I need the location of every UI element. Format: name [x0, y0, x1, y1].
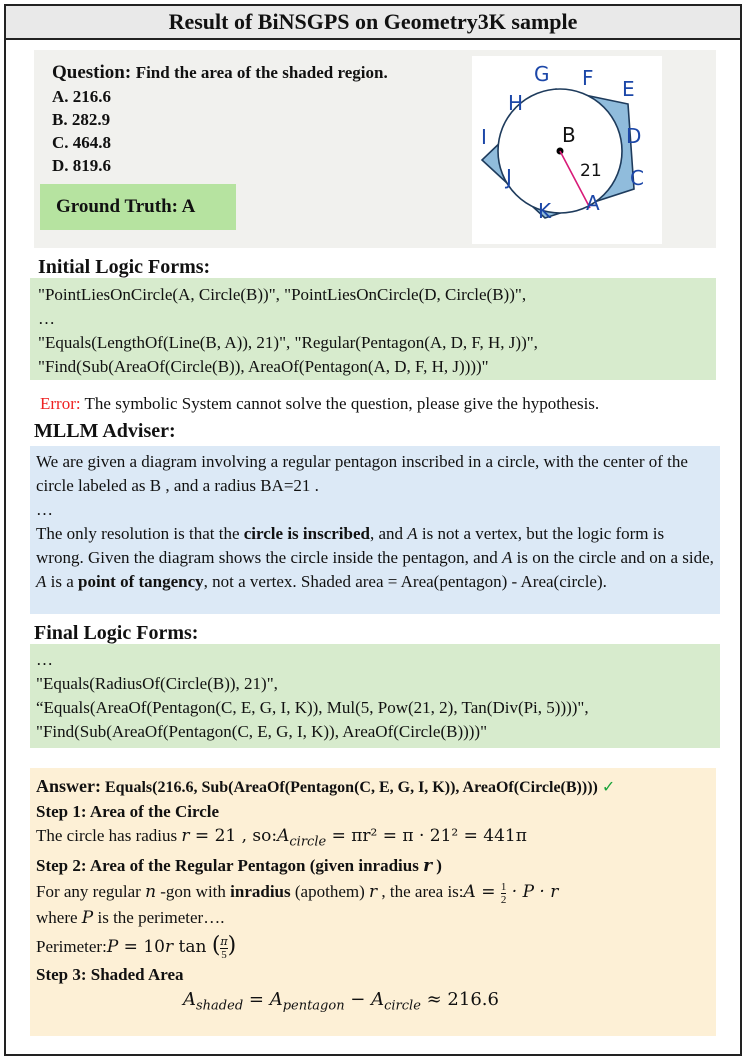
- paren-open: (: [211, 933, 221, 959]
- fraction-denominator: 2: [500, 893, 507, 906]
- label-b: B: [562, 123, 576, 147]
- adviser-heading: MLLM Adviser:: [34, 420, 176, 442]
- step-1-body: [36, 824, 716, 854]
- math-subscript: shaded: [196, 998, 244, 1014]
- logic-line: …: [36, 650, 53, 669]
- logic-line: "PointLiesOnCircle(A, Circle(B))", "PointLiesOnCircle(D, Circle(B))",: [38, 285, 527, 304]
- logic-line: …: [38, 309, 55, 328]
- math-var-a: A: [277, 826, 290, 846]
- math-var-a: A: [371, 989, 385, 1011]
- label-h: H: [508, 91, 524, 115]
- label-g: G: [534, 62, 550, 86]
- label-k: K: [538, 199, 552, 223]
- math-var-a: A: [407, 524, 418, 543]
- label-d: D: [626, 124, 642, 148]
- adviser-text: , and: [369, 524, 408, 543]
- final-logic-box: [30, 644, 720, 748]
- math-expr: · P · r: [506, 882, 559, 903]
- adviser-emphasis: circle is inscribed: [243, 524, 370, 543]
- option-list: [52, 85, 388, 177]
- logic-line: "Equals(RadiusOf(Circle(B)), 21)",: [36, 674, 278, 693]
- math-var-r: r: [181, 826, 190, 846]
- math-expr: ≈ 216.6: [420, 989, 499, 1011]
- answer-box: [30, 768, 716, 1036]
- step-text: where: [36, 908, 82, 928]
- label-j: J: [506, 165, 512, 189]
- adviser-emphasis: point of tangency: [78, 572, 204, 591]
- fraction: [220, 936, 227, 961]
- option-c: C. 464.8: [52, 133, 112, 152]
- step-title-text: Step 2: Area of the Regular Pentagon (given inradius: [36, 856, 424, 876]
- logic-line: "Equals(LengthOf(Line(B, A)), 21)", "Regular(Pentagon(A, D, F, H, J))",: [38, 333, 538, 352]
- step-text: Perimeter:: [36, 937, 107, 957]
- step-3-formula: [36, 987, 716, 1019]
- adviser-text: The only resolution is that the: [36, 524, 244, 543]
- adviser-text: , not a vertex. Shaded area = Area(pentagon) - Area(circle).: [203, 572, 607, 591]
- option-a: A. 216.6: [52, 87, 112, 106]
- adviser-box: [30, 446, 720, 614]
- geometry-diagram: [472, 56, 662, 244]
- step-title-text: ): [432, 856, 442, 876]
- question-text: Find the area of the shaded region.: [135, 63, 388, 82]
- math-expr: =: [475, 882, 501, 903]
- adviser-ellipsis: …: [36, 500, 53, 519]
- ground-truth-badge: Ground Truth: A: [40, 184, 236, 230]
- math-var-r: r: [369, 882, 378, 903]
- math-var-r: r: [423, 856, 433, 877]
- option-b: B. 282.9: [52, 110, 111, 129]
- adviser-paragraph-2: [36, 522, 714, 594]
- label-a: A: [586, 191, 600, 215]
- logic-line: "Find(Sub(AreaOf(Circle(B)), AreaOf(Pentagon(A, D, F, H, J))))": [38, 357, 489, 376]
- math-expr: −: [344, 989, 372, 1011]
- math-var-r: r: [164, 937, 174, 958]
- check-icon: ✓: [601, 777, 616, 796]
- step-text: -gon with: [156, 882, 231, 902]
- math-expr: = πr² = π · 21² = 441π: [326, 826, 527, 846]
- step-1-title: Step 1: Area of the Circle: [36, 802, 220, 821]
- label-radius-21: 21: [580, 161, 602, 181]
- step-2-title: [36, 854, 716, 878]
- math-expr: tan: [173, 937, 212, 958]
- adviser-text: is a: [46, 572, 79, 591]
- step-text: The circle has radius: [36, 826, 182, 845]
- final-logic-heading: Final Logic Forms:: [34, 622, 199, 644]
- step-text: (apothem): [290, 882, 369, 902]
- fraction-numerator: π: [220, 934, 228, 948]
- math-var-p: P: [81, 908, 94, 929]
- error-message: [40, 394, 599, 414]
- question-label: Question:: [52, 62, 132, 83]
- error-label: Error:: [40, 394, 81, 413]
- math-var-a: A: [501, 548, 513, 567]
- where-line: [36, 906, 716, 930]
- math-var-a: A: [183, 989, 197, 1011]
- math-expr: = 10: [118, 937, 165, 958]
- fraction-denominator: 5: [221, 948, 227, 961]
- adviser-paragraph-1: We are given a diagram involving a regular pentagon inscribed in a circle, with the center of the circle labeled as B , and a radius BA=21 .: [36, 452, 688, 495]
- option-d: D. 819.6: [52, 156, 112, 175]
- question-block: [52, 60, 388, 177]
- answer-label: Answer:: [36, 776, 101, 796]
- logic-line: “Equals(AreaOf(Pentagon(C, E, G, I, K)), Mul(5, Pow(21, 2), Tan(Div(Pi, 5))))",: [36, 698, 589, 717]
- answer-expression: Equals(216.6, Sub(AreaOf(Pentagon(C, E, G, I, K)), AreaOf(Circle(B)))): [105, 779, 598, 796]
- adviser-text: is on the circle and on a side,: [512, 548, 714, 567]
- initial-logic-heading: Initial Logic Forms:: [38, 256, 211, 278]
- label-i: I: [481, 125, 487, 149]
- math-subscript: circle: [384, 998, 421, 1014]
- paren-close: ): [227, 933, 237, 959]
- label-f: F: [582, 66, 594, 90]
- math-var-a: A: [463, 882, 476, 903]
- math-expr: =: [243, 989, 270, 1011]
- step-text: is the perimeter….: [93, 908, 225, 928]
- math-var-p: P: [106, 937, 119, 958]
- math-subscript: circle: [289, 834, 327, 850]
- step-text: , the area is:: [377, 882, 464, 902]
- figure-title: Result of BiNSGPS on Geometry3K sample: [4, 4, 742, 40]
- pentagon-circle-figure: [472, 56, 662, 244]
- adviser-text: is not a vertex, but the logic form is wrong. Given the diagram shows the circle inside the pentagon, and: [36, 524, 665, 567]
- logic-line: "Find(Sub(AreaOf(Pentagon(C, E, G, I, K)), AreaOf(Circle(B))))": [36, 722, 488, 741]
- fraction-numerator: 1: [500, 880, 507, 893]
- math-var-a: A: [269, 989, 283, 1011]
- step-2-body: [36, 878, 716, 906]
- math-expr: = 21 , so:: [189, 826, 278, 846]
- error-text: The symbolic System cannot solve the question, please give the hypothesis.: [80, 394, 600, 413]
- math-subscript: pentagon: [282, 998, 345, 1014]
- perimeter-line: [36, 930, 716, 963]
- math-var-n: n: [145, 882, 157, 903]
- label-e: E: [622, 77, 635, 101]
- initial-logic-box: [30, 278, 716, 380]
- answer-line: [36, 774, 716, 800]
- label-c: C: [630, 166, 644, 190]
- math-var-a: A: [36, 572, 47, 591]
- step-emphasis: inradius: [230, 882, 291, 902]
- step-3-title: Step 3: Shaded Area: [36, 965, 184, 985]
- step-text: For any regular: [36, 882, 146, 902]
